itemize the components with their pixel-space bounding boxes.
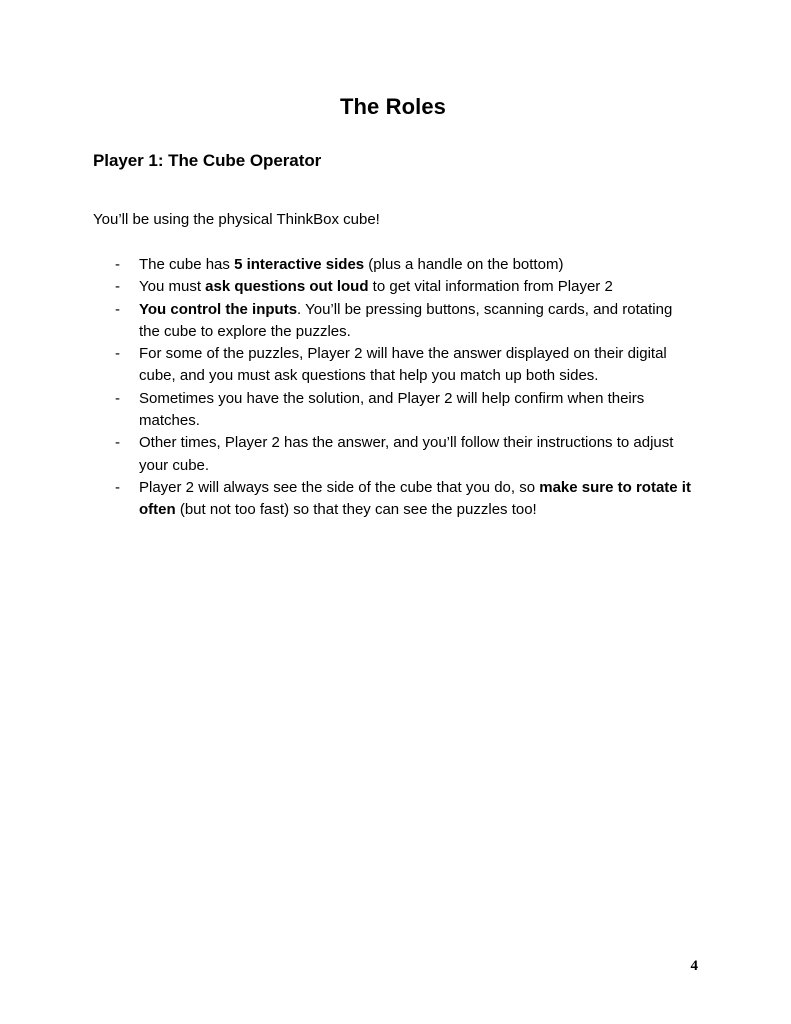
intro-paragraph: You’ll be using the physical ThinkBox cube! (93, 211, 380, 228)
list-item-text: You must ask questions out loud to get vital information from Player 2 (139, 278, 613, 296)
list-item (93, 388, 693, 433)
roles-bullet-list (93, 254, 693, 522)
bullet-marker-icon: - (115, 256, 120, 273)
list-item (93, 276, 693, 298)
list-item-text: Sometimes you have the solution, and Player 2 will help confirm when theirs matches. (139, 389, 645, 430)
bullet-marker-icon: - (115, 345, 120, 363)
page-number: 4 (690, 958, 698, 974)
bullet-marker-icon: - (115, 300, 120, 318)
list-item (93, 299, 693, 344)
bullet-marker-icon: - (115, 278, 120, 296)
section-heading-player-1: Player 1: The Cube Operator (93, 151, 322, 170)
list-item-text: For some of the puzzles, Player 2 will have the answer displayed on their digital cube, and you must ask questions that help you match up both sides. (139, 345, 667, 385)
bullet-marker-icon: - (115, 434, 120, 452)
bullet-marker-icon: - (115, 389, 120, 407)
page-title: The Roles (339, 94, 447, 119)
list-item-text: Player 2 will always see the side of the cube that you do, so make sure to rotate it often (but not too fast) so that they can see the puzzles too! (139, 478, 691, 519)
list-item-text: You control the inputs. You’ll be pressing buttons, scanning cards, and rotating the cube to explore the puzzles. (139, 300, 673, 340)
list-item (93, 432, 693, 477)
list-item (93, 254, 693, 276)
list-item (93, 343, 693, 388)
list-item-text: Other times, Player 2 has the answer, and you’ll follow their instructions to adjust your cube. (139, 434, 674, 474)
list-item (93, 477, 693, 522)
list-item-text: The cube has 5 interactive sides (plus a handle on the bottom) (139, 256, 564, 273)
bullet-marker-icon: - (115, 478, 120, 496)
